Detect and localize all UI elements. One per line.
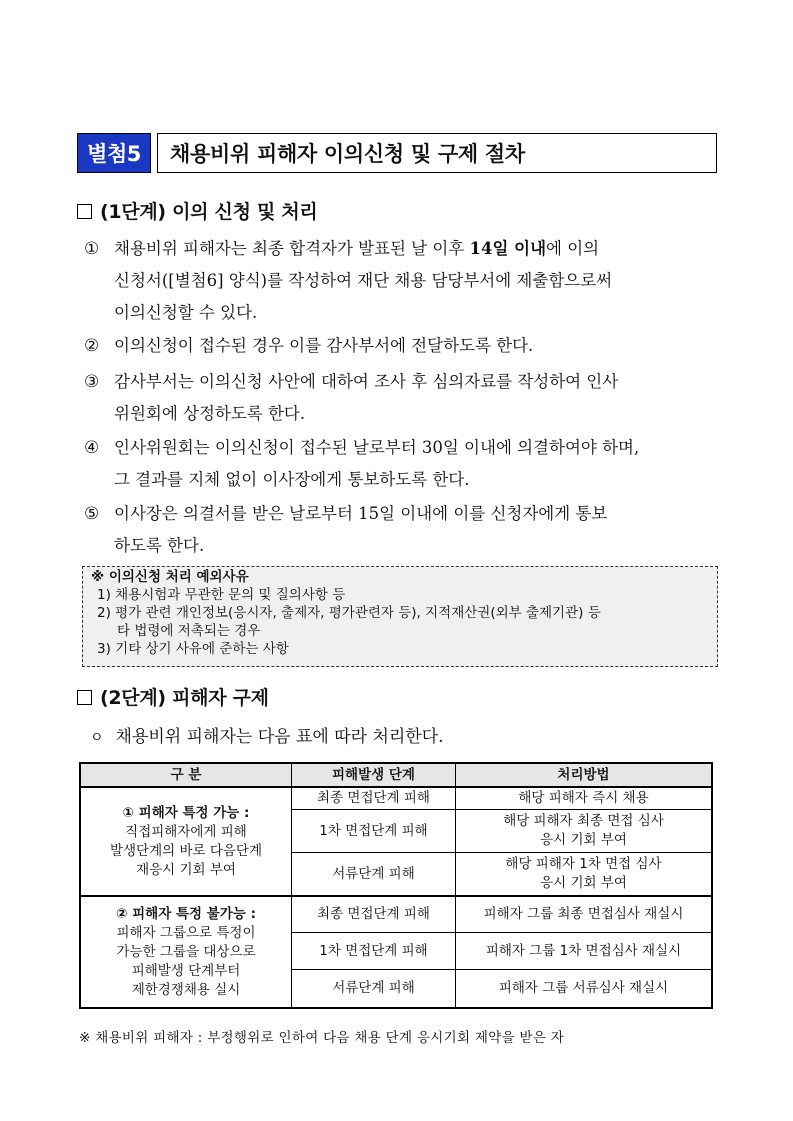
stage-cell: 최종 면접단계 피해 [292,787,456,810]
method-line-2: 응시 기회 부여 [540,875,627,891]
section-2-heading [77,683,269,710]
group-2-category [80,896,292,1008]
group-2-desc-3: 피해발생 단계부터 [131,962,241,979]
remedy-table [79,762,713,1009]
group-1-desc-1: 직접피해자에게 피해 [125,823,247,840]
section-1-heading [77,197,317,224]
method-cell: 해당 피해자 즉시 채용 [456,787,713,810]
procedure-item-5 [84,498,720,562]
item-1-line-1 [114,233,720,265]
item-4-line-2: 그 결과를 지체 없이 이사장에게 통보하도록 한다. [114,470,470,489]
procedure-item-3 [84,366,720,430]
item-number: ⑤ [84,504,100,524]
exception-line-3: 3) 기타 상기 사유에 준하는 사항 [97,641,289,657]
item-3-line-1: 감사부서는 이의신청 사안에 대하여 조사 후 심의자료를 작성하여 인사 [114,372,619,391]
method-line-1: 해당 피해자 최종 면접 심사 [503,813,664,829]
method-cell: 피해자 그룹 최종 면접심사 재실시 [456,896,713,933]
table-row [80,787,712,810]
document-title: 채용비위 피해자 이의신청 및 구제 절차 [157,133,717,173]
item-1-line-1-post: 에 이의 [546,239,600,258]
method-cell [456,810,713,853]
item-5-line-1: 이사장은 의결서를 받은 날로부터 15일 이내에 이를 신청자에게 통보 [114,504,608,523]
method-cell [456,853,713,897]
item-1-deadline: 14일 이내 [469,239,547,258]
stage-cell: 서류단계 피해 [292,970,456,1009]
stage-cell: 최종 면접단계 피해 [292,896,456,933]
item-3-line-2: 위원회에 상정하도록 한다. [114,404,306,423]
group-2-title: ② 피해자 특정 불가능 : [116,905,256,922]
title-bar [77,133,717,173]
group-1-title: ① 피해자 특정 가능 : [122,804,250,821]
stage-cell: 1차 면접단계 피해 [292,933,456,970]
table-row [80,896,712,933]
item-1-line-3: 이의신청할 수 있다. [114,303,258,322]
item-number: ④ [84,438,100,458]
item-number: ② [84,336,100,356]
procedure-item-4 [84,432,720,496]
stage-cell: 1차 면접단계 피해 [292,810,456,853]
exception-line-1: 1) 채용시험과 무관한 문의 및 질의사항 등 [97,587,346,603]
exception-line-2-cont: 타 법령에 저촉되는 경우 [117,623,261,639]
method-line-2: 응시 기회 부여 [540,832,627,848]
table-header-row [80,763,712,787]
section-2-bullet-item [90,722,444,747]
group-2-desc-2: 가능한 그룹을 대상으로 [116,943,256,960]
group-1-desc-2: 발생단계의 바로 다음단계 [109,842,263,859]
bullet-icon: ㅇ [90,730,104,746]
exception-reasons-box [82,566,718,667]
header-method: 처리방법 [456,763,713,787]
method-line-1: 해당 피해자 1차 면접 심사 [505,856,662,872]
group-2-desc-1: 피해자 그룹으로 특정이 [116,924,256,941]
procedure-item-2 [84,330,720,362]
item-2-line-1: 이의신청이 접수된 경우 이를 감사부서에 전달하도록 한다. [114,336,534,355]
checkbox-square-icon [77,690,92,705]
item-1-line-1-pre: 채용비위 피해자는 최종 합격자가 발표된 날 이후 [114,239,470,258]
group-1-category [80,787,292,896]
item-4-line-1: 인사위원회는 이의신청이 접수된 날로부터 30일 이내에 의결하여야 하며, [114,438,640,457]
stage-cell: 서류단계 피해 [292,853,456,897]
item-1-line-2: 신청서([별첨6] 양식)를 작성하여 재단 채용 담당부서에 제출함으로써 [114,271,613,290]
section-1-heading-text: (1단계) 이의 신청 및 처리 [100,201,318,223]
item-number: ① [84,239,100,259]
method-cell: 피해자 그룹 1차 면접심사 재실시 [456,933,713,970]
exception-title: ※ 이의신청 처리 예외사유 [91,569,249,585]
header-stage: 피해발생 단계 [292,763,456,787]
attachment-tag: 별첨5 [77,133,151,173]
section-2-text: 채용비위 피해자는 다음 표에 따라 처리한다. [115,727,444,747]
group-1-desc-3: 재응시 기회 부여 [136,861,236,878]
procedure-item-1-body [84,233,720,329]
exception-line-2: 2) 평가 관련 개인정보(응시자, 출제자, 평가관련자 등), 지적재산권(외부 출제기관) 등 [97,605,601,621]
section-2-heading-text: (2단계) 피해자 구제 [100,687,269,709]
footnote: ※ 채용비위 피해자 : 부정행위로 인하여 다음 채용 단계 응시기회 제약을 받은 자 [79,1030,565,1046]
item-number: ③ [84,372,100,392]
checkbox-square-icon [77,204,92,219]
item-5-line-2: 하도록 한다. [114,536,205,555]
header-category: 구 분 [80,763,292,787]
group-2-desc-4: 제한경쟁채용 실시 [131,981,241,998]
method-cell: 피해자 그룹 서류심사 재실시 [456,970,713,1009]
